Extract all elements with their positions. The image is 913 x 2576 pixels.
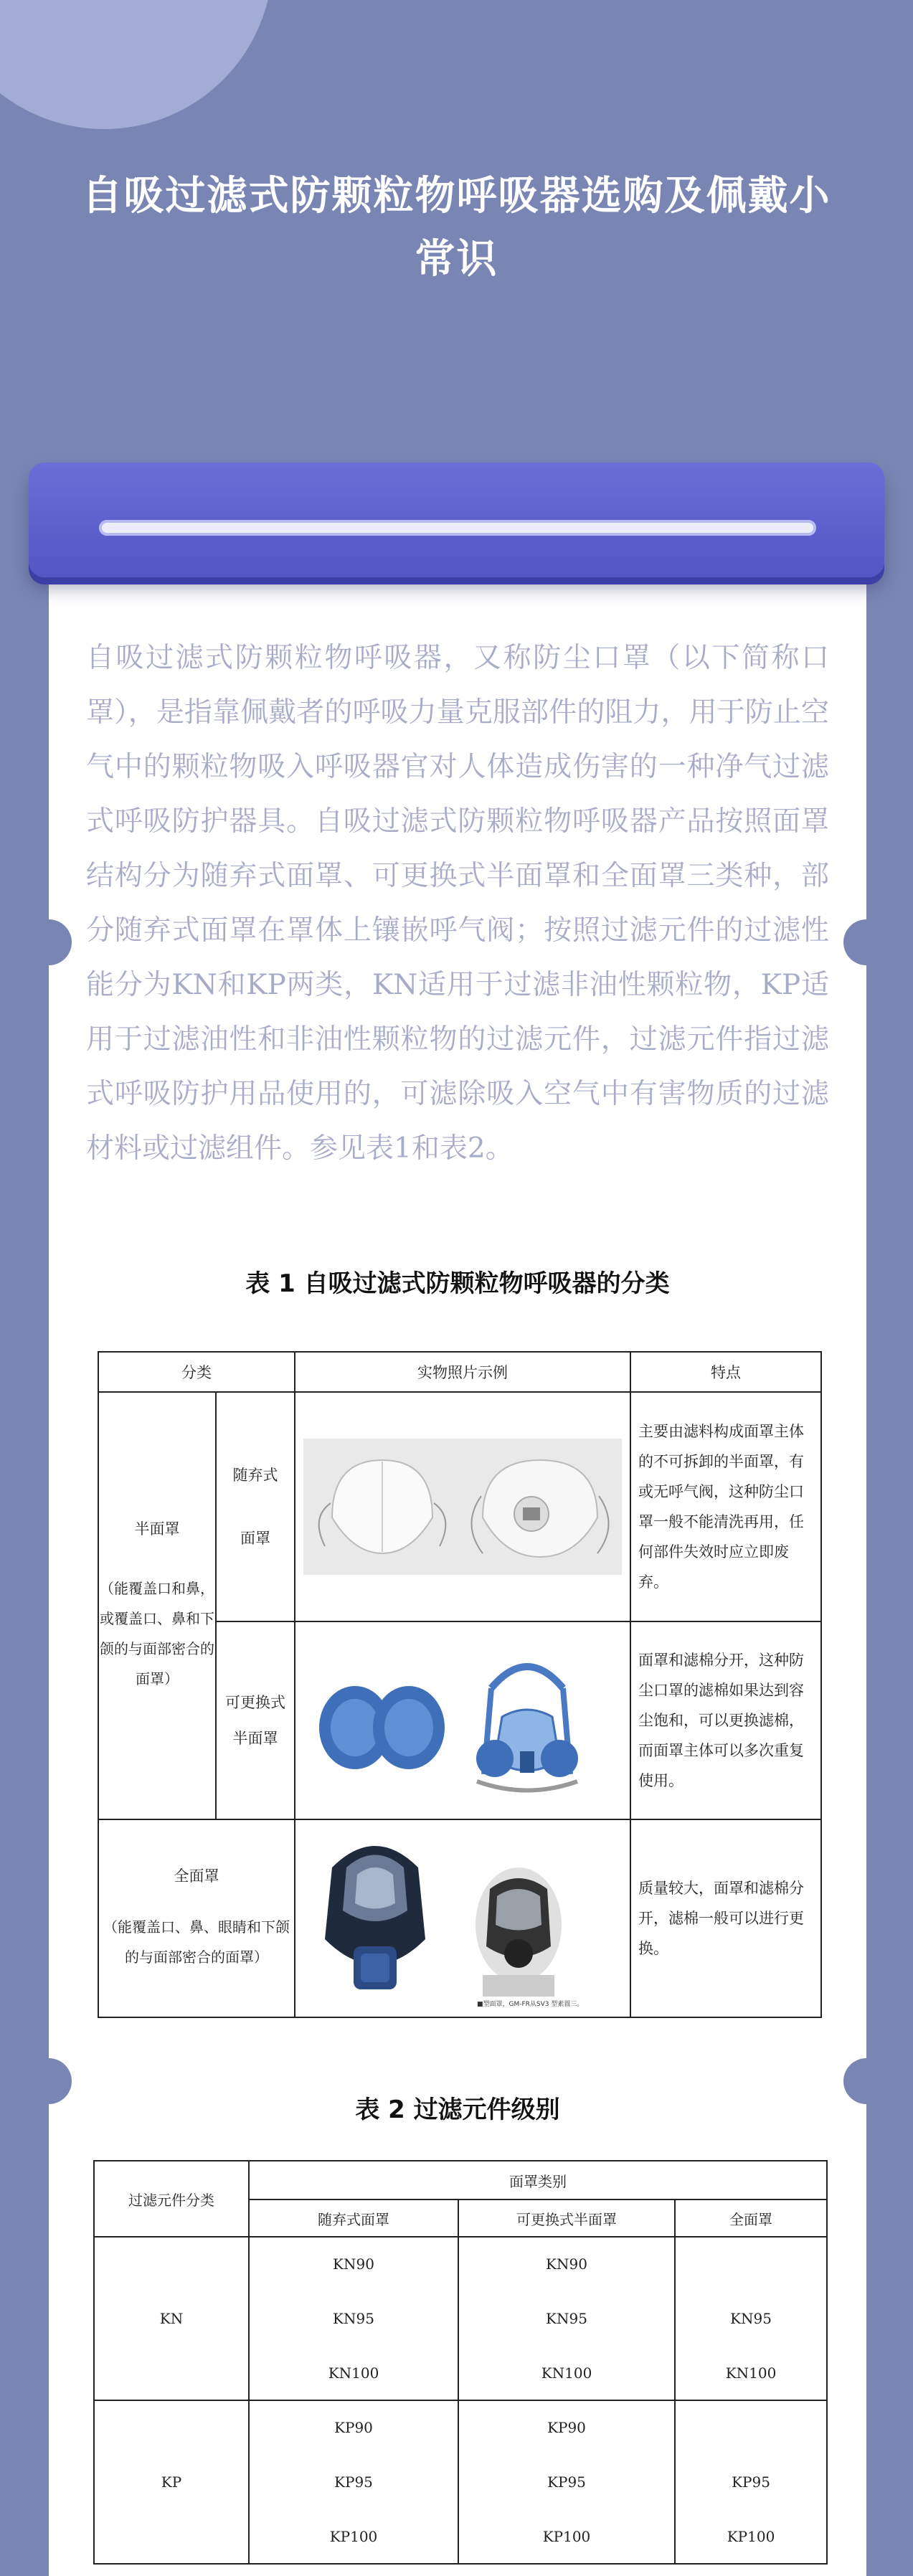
grade-cell: KN100: [541, 2364, 592, 2382]
grade-cell: KP95: [732, 2473, 770, 2491]
replaceable-mask-photo: [312, 1638, 613, 1803]
card-notch-right-1: [843, 919, 889, 965]
half-mask-label: 半面罩: [134, 1520, 180, 1538]
table1-header-category: 分类: [98, 1352, 295, 1392]
grade-cell: KP90: [547, 2419, 586, 2436]
half-mask-note: （能覆盖口和鼻，或覆盖口、鼻和下颌的与面部密合的面罩）: [100, 1580, 214, 1687]
disposable-label-2: 面罩: [240, 1530, 270, 1547]
table2-col-disposable: 随弃式面罩: [249, 2199, 458, 2237]
grade-cell: KN95: [333, 2310, 374, 2327]
intro-paragraph: 自吸过滤式防颗粒物呼吸器，又称防尘口罩（以下简称口罩），是指靠佩戴者的呼吸力量克服部件的阻力，用于防止空气中的颗粒物吸入呼吸器官对人体造成伤害的一种净气过滤式呼吸防护器具。自吸过滤式防颗粒物呼吸器产品按照面罩结构分为随弃式面罩、可更换式半面罩和全面罩三类种，部分随弃式面罩在罩体上镶嵌呼气阀；按照过滤元件的过滤性能分为KN和KP两类，KN适用于过滤非油性颗粒物，KP适用于过滤油性和非油性颗粒物的过滤元件，过滤元件指过滤式呼吸防护用品使用的，可滤除吸入空气中有害物质的过滤材料或过滤组件。参见表1和表2。: [86, 642, 829, 1165]
grade-cell: KN90: [333, 2255, 374, 2273]
table2-col-replaceable: 可更换式半面罩: [458, 2199, 675, 2237]
grade-cell: KP100: [329, 2528, 378, 2545]
table1-title: 表 1 自吸过滤式防颗粒物呼吸器的分类: [245, 1269, 670, 1298]
table2-row-kn-full: [675, 2237, 827, 2400]
grade-cell: KN100: [328, 2364, 379, 2382]
grade-cell: KN95: [730, 2310, 772, 2327]
full-mask-photo: [303, 1824, 622, 2012]
grade-cell: KP95: [547, 2473, 586, 2491]
classification-table: [98, 1351, 822, 2018]
full-mask-cell: [98, 1819, 295, 2017]
table2-row-kn-disposable: [249, 2237, 458, 2400]
table2-header-filter-type: 过滤元件分类: [94, 2161, 249, 2237]
table2-col-full: 全面罩: [675, 2199, 827, 2237]
disposable-label-1: 随弃式: [232, 1467, 278, 1484]
replaceable-label-2: 半面罩: [232, 1730, 278, 1747]
full-mask-label: 全面罩: [174, 1867, 219, 1885]
grade-cell: KP95: [334, 2473, 373, 2491]
full-mask-feature: 质量较大，面罩和滤棉分开，滤棉一般可以进行更换。: [630, 1819, 821, 2017]
full-mask-photo-cell: [295, 1819, 630, 2017]
table2-title: 表 2 过滤元件级别: [355, 2096, 560, 2124]
table2-row-kp-full: [675, 2400, 827, 2564]
table2-row-kp-replaceable: [458, 2400, 675, 2564]
disposable-photo-cell: [295, 1392, 630, 1621]
disposable-cell: [216, 1392, 295, 1621]
replaceable-photo-cell: [295, 1621, 630, 1819]
grade-cell: KN90: [546, 2255, 587, 2273]
half-mask-cell: [98, 1392, 216, 1819]
grade-cell: KN95: [546, 2310, 587, 2327]
disposable-mask-photo: [303, 1439, 622, 1575]
replaceable-cell: [216, 1621, 295, 1819]
table2-header-mask-type: 面罩类别: [249, 2161, 827, 2199]
table2-row-kp-type: KP: [94, 2400, 249, 2564]
full-mask-photo-caption: ■型面罩，GM-FR从SV3 型素置三。: [477, 2001, 584, 2008]
table1-header-photo: 实物照片示例: [295, 1352, 630, 1392]
header-band-bar: [99, 520, 816, 536]
filter-grade-table: [93, 2160, 828, 2565]
replaceable-label-1: 可更换式: [225, 1694, 285, 1711]
header-band: [29, 463, 884, 577]
card-notch-left-1: [26, 919, 72, 965]
table2-row-kn-replaceable: [458, 2237, 675, 2400]
page-title: 自吸过滤式防颗粒物呼吸器选购及佩戴小常识: [82, 173, 831, 283]
replaceable-feature: 面罩和滤棉分开，这种防尘口罩的滤棉如果达到容尘饱和，可以更换滤棉，而面罩主体可以多次重复使用。: [630, 1621, 821, 1819]
grade-cell: KP100: [727, 2528, 775, 2545]
decorative-circle: [0, 0, 273, 129]
grade-cell: KP100: [542, 2528, 591, 2545]
table2-row-kn-type: KN: [94, 2237, 249, 2400]
table2-row-kp-disposable: [249, 2400, 458, 2564]
grade-cell: KP90: [334, 2419, 373, 2436]
table1-header-feature: 特点: [630, 1352, 821, 1392]
grade-cell: KN100: [725, 2364, 777, 2382]
disposable-feature: 主要由滤料构成面罩主体的不可拆卸的半面罩，有或无呼气阀，这种防尘口罩一般不能清洗再用，任何部件失效时应立即废弃。: [630, 1392, 821, 1621]
full-mask-note: （能覆盖口、鼻、眼睛和下颌的与面部密合的面罩）: [103, 1918, 290, 1966]
